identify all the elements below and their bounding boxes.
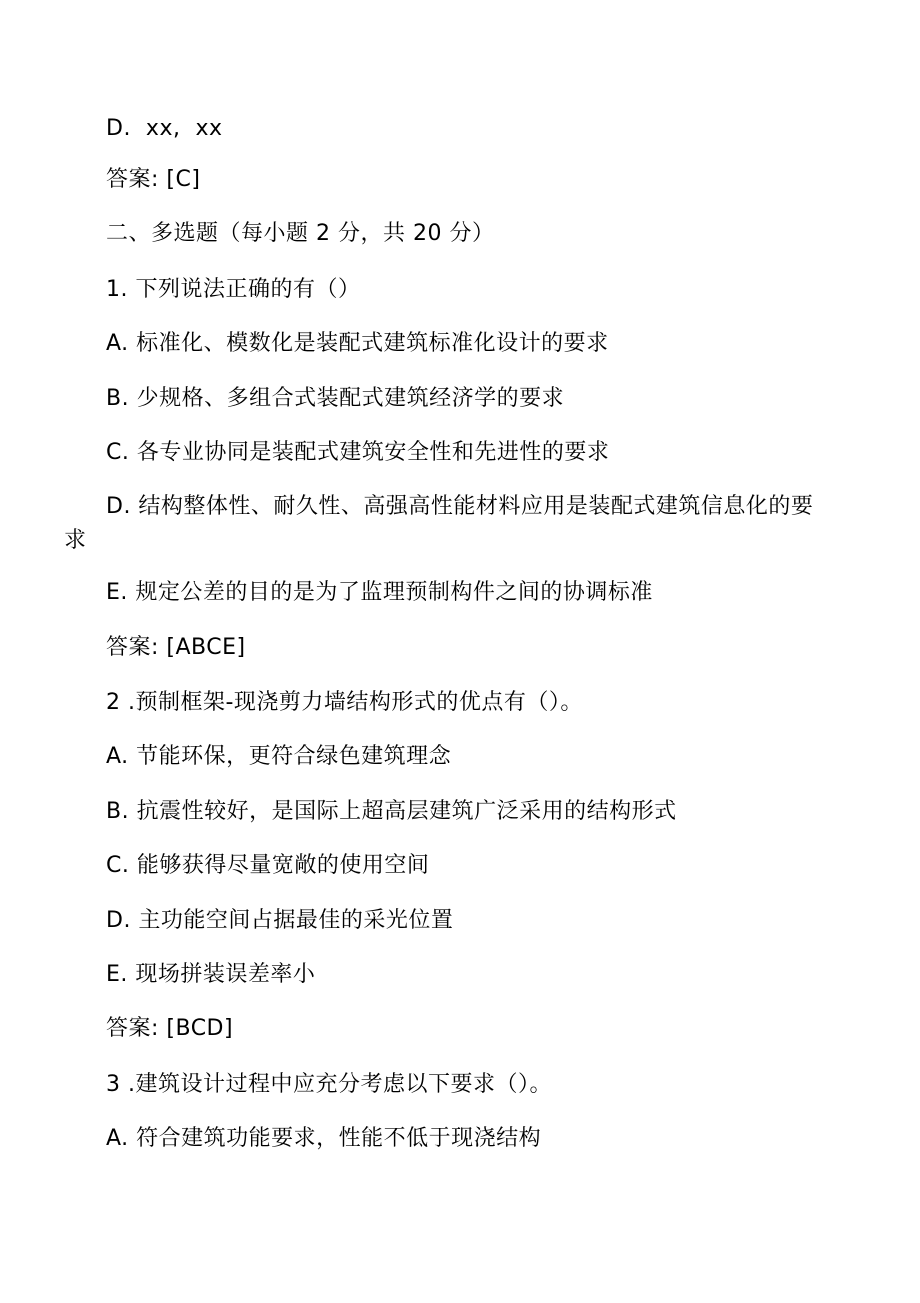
section-title: 二、多选题（每小题 2 分，共 20 分） [106,221,495,246]
prev-answer: 答案: [C] [106,167,201,192]
question-2-option-e: E. 现场拼装误差率小 [106,962,316,987]
question-2-option-a: A. 节能环保，更符合绿色建筑理念 [106,744,452,769]
question-2-option-c: C. 能够获得尽量宽敞的使用空间 [106,853,430,878]
question-2-answer: 答案: [BCD] [106,1016,234,1041]
question-3-stem: 3 .建筑设计过程中应充分考虑以下要求（）。 [106,1072,552,1097]
question-1-answer: 答案: [ABCE] [106,635,246,660]
question-2-option-b: B. 抗震性较好，是国际上超高层建筑广泛采用的结构形式 [106,799,677,824]
question-2-option-d: D. 主功能空间占据最佳的采光位置 [106,908,454,933]
question-2-stem: 2 .预制框架-现浇剪力墙结构形式的优点有（）。 [106,690,583,715]
question-1-option-d: D. 结构整体性、耐久性、高强高性能材料应用是装配式建筑信息化的要求 [64,494,814,553]
question-1-option-c: C. 各专业协同是装配式建筑安全性和先进性的要求 [106,440,610,465]
question-1-option-a: A. 标准化、模数化是装配式建筑标准化设计的要求 [106,331,609,356]
question-1-stem: 1. 下列说法正确的有（） [106,277,361,302]
question-1-option-b: B. 少规格、多组合式装配式建筑经济学的要求 [106,386,565,411]
prev-option-d: D. xx, xx [106,116,223,141]
question-1-option-e: E. 规定公差的目的是为了监理预制构件之间的协调标准 [106,580,653,605]
question-3-option-a: A. 符合建筑功能要求，性能不低于现浇结构 [106,1126,542,1151]
